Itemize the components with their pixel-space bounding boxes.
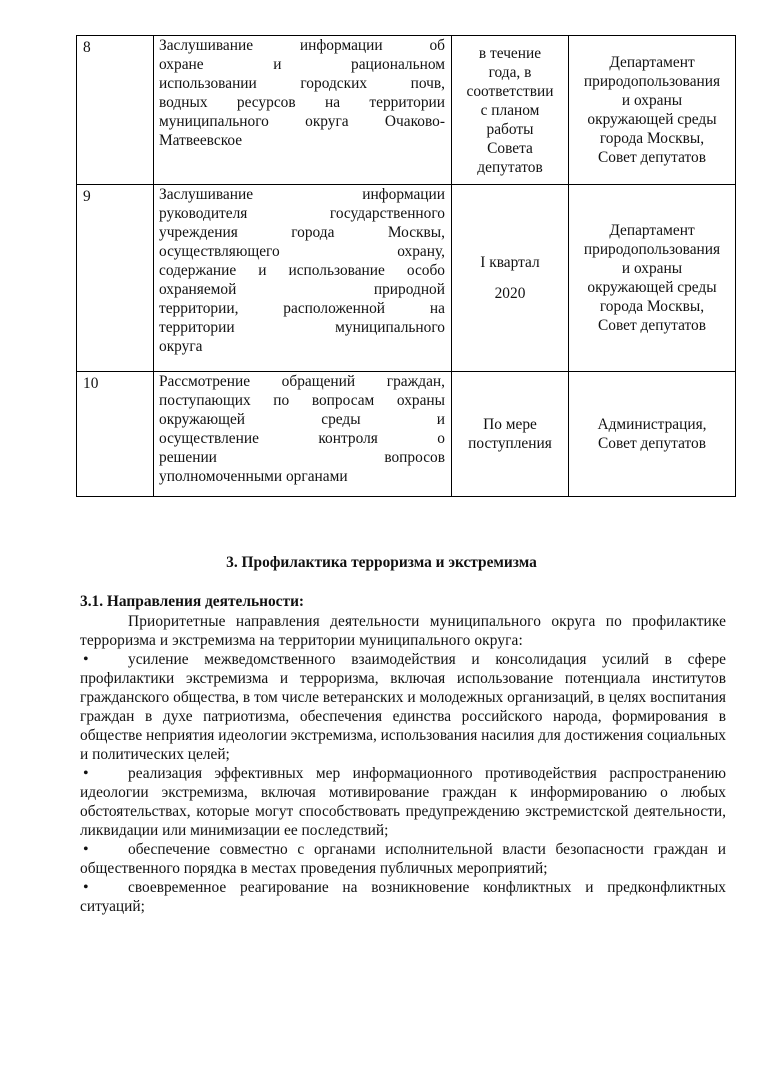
row-number: 9 xyxy=(77,185,154,372)
list-item: • обеспечение совместно с органами исполнительной власти безопасности граждан и общественного порядка в местах проведения публичных мероприятий; xyxy=(80,841,726,877)
event-responsible: Департамент природопользования и охраны окружающей среды города Москвы, Совет депутатов xyxy=(569,185,736,372)
table-row xyxy=(77,372,736,497)
section-body xyxy=(80,612,726,916)
bullet-icon: • xyxy=(83,841,89,858)
list-item: • своевременное реагирование на возникновение конфликтных и предконфликтных ситуаций; xyxy=(80,879,726,915)
event-term: в течение года, в соответствии с планом работы Совета депутатов xyxy=(452,36,569,185)
event-description: Заслушивание информации об охране и рациональном использовании городских почв, водных ресурсов на территории муниципального округа Очаково- Матвеевское xyxy=(154,36,452,185)
table-row xyxy=(77,36,736,185)
subsection-title: 3.1. Направления деятельности: xyxy=(80,593,305,610)
bullet-icon: • xyxy=(83,651,89,668)
event-responsible: Администрация, Совет депутатов xyxy=(569,372,736,497)
list-item: • усиление межведомственного взаимодействия и консолидация усилий в сфере профилактики экстремизма и терроризма, включая использование потенциала институтов гражданского общества, в том числе ветеранских и молодежных организаций, в целях воспитания граждан в духе патриотизма, обеспечения единства российского народа, формирования в обществе неприятия идеологии экстремизма, использования насилия для достижения социальных и политических целей; xyxy=(80,651,726,763)
event-description: Рассмотрение обращений граждан, поступающих по вопросам охраны окружающей среды и осуществление контроля о решении вопросов уполномоченными органами xyxy=(154,372,452,497)
section-title: 3. Профилактика терроризма и экстремизма xyxy=(226,554,537,571)
row-number: 8 xyxy=(77,36,154,185)
list-item: • реализация эффективных мер информационного противодействия распространению идеологии экстремизма, включая мотивирование граждан к информированию о любых обстоятельствах, которые могут способствовать предупреждению экстремистской деятельности, ликвидации или минимизации ее последствий; xyxy=(80,765,726,839)
row-number: 10 xyxy=(77,372,154,497)
intro-paragraph: Приоритетные направления деятельности муниципального округа по профилактике терроризма и экстремизма на территории муниципального округа: xyxy=(80,613,726,649)
event-responsible: Департамент природопользования и охраны окружающей среды города Москвы, Совет депутатов xyxy=(569,36,736,185)
event-description: Заслушивание информации руководителя государственного учреждения города Москвы, осуществляющего охрану, содержание и использование особо охраняемой природной территории, расположенной на территории муниципального округа xyxy=(154,185,452,372)
table-row xyxy=(77,185,736,372)
event-term: По мере поступления xyxy=(452,372,569,497)
event-term: I квартал 2020 xyxy=(452,185,569,372)
events-table xyxy=(76,35,736,497)
bullet-icon: • xyxy=(83,879,89,896)
bullet-icon: • xyxy=(83,765,89,782)
